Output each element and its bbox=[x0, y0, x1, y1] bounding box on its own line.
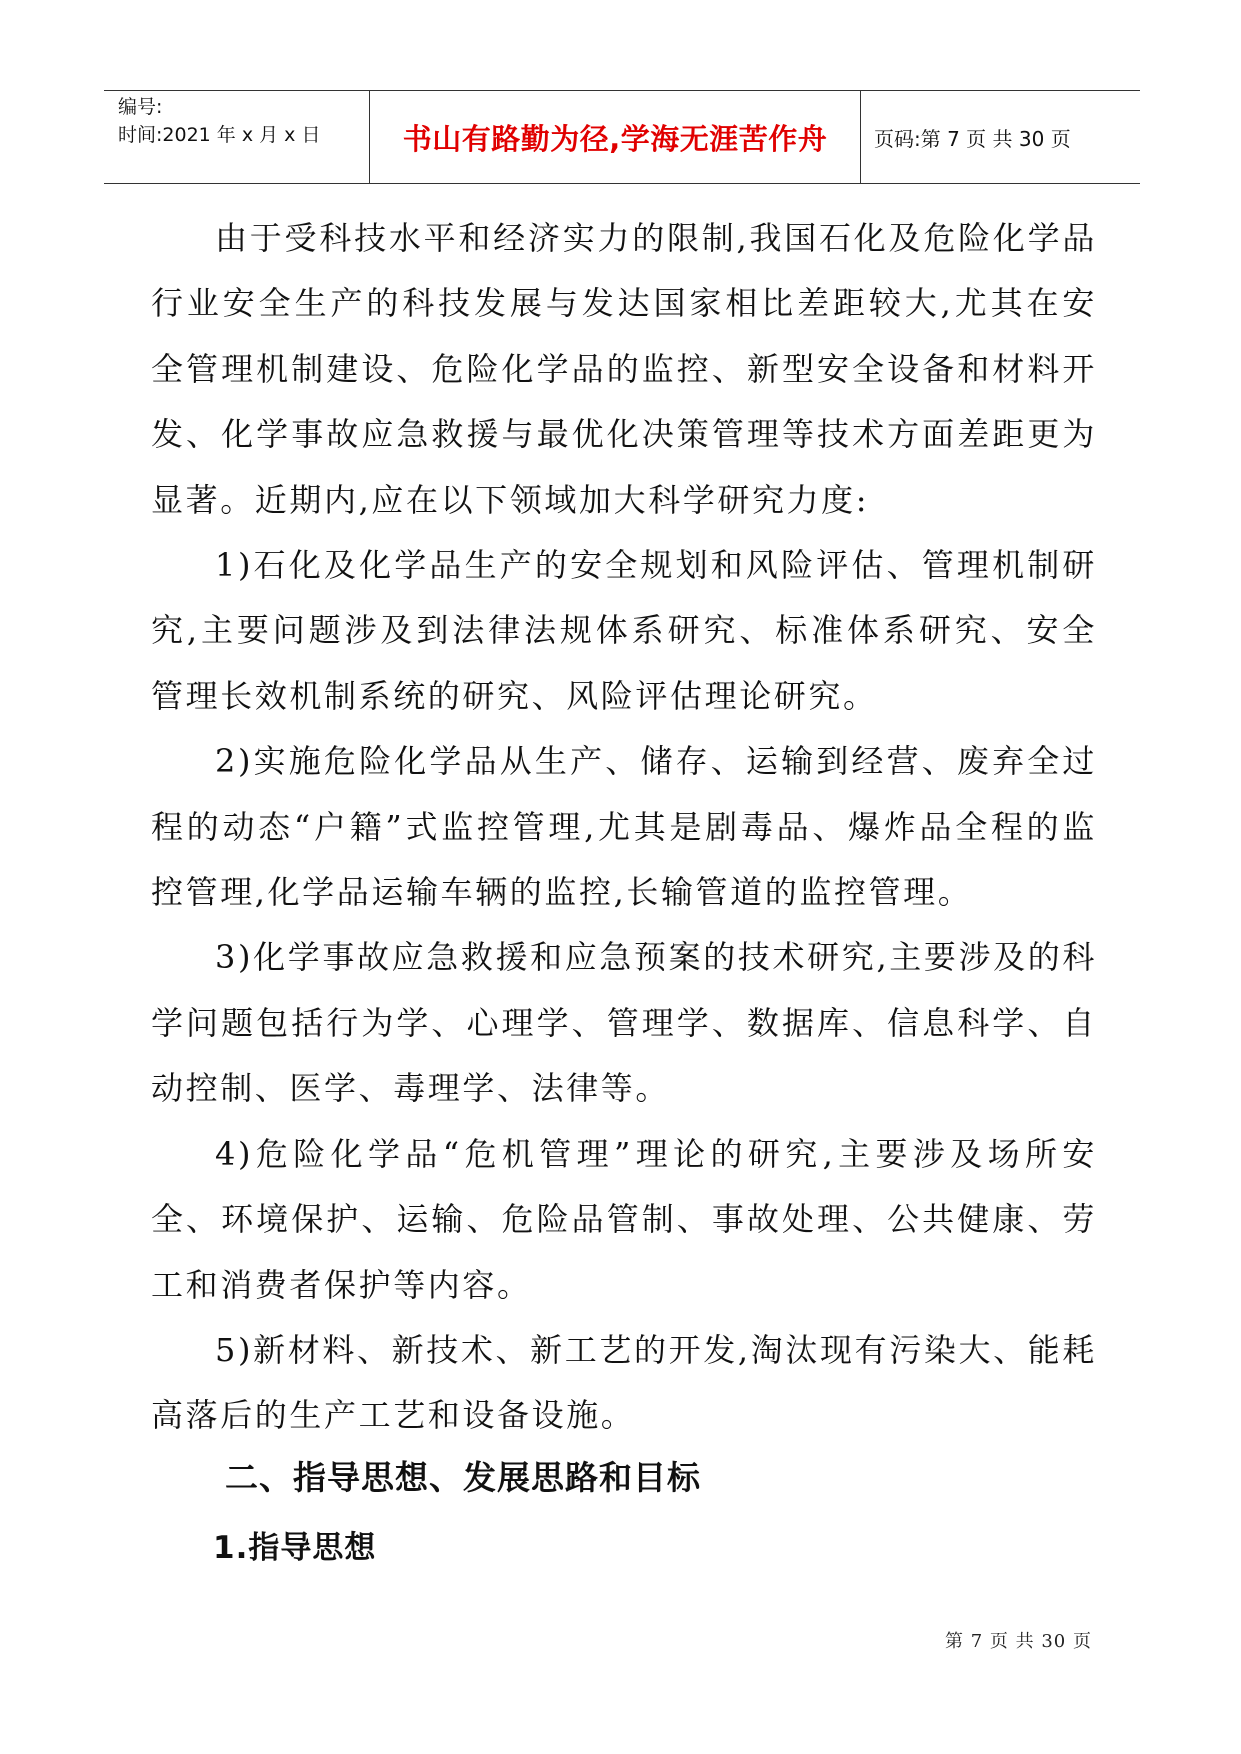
page-header bbox=[104, 90, 1140, 184]
document-number-label: 编号: bbox=[118, 96, 163, 118]
section-heading: 二、指导思想、发展思路和目标 bbox=[225, 1458, 701, 1497]
body-paragraph-item-5: 5)新材料、新技术、新工艺的开发,淘汰现有污染大、能耗高落后的生产工艺和设备设施。 bbox=[151, 1330, 1097, 1435]
body-paragraph-intro: 由于受科技水平和经济实力的限制,我国石化及危险化学品行业安全生产的科技发展与发达国家相比差距较大,尤其在安全管理机制建设、危险化学品的监控、新型安全设备和材料开发、化学事故应急救援与最优化决策管理等技术方面差距更为显著。近期内,应在以下领域加大科学研究力度: bbox=[151, 219, 1097, 519]
header-left-cell bbox=[118, 93, 368, 149]
document-body bbox=[151, 206, 1097, 1449]
body-paragraph-item-2: 2)实施危险化学品从生产、储存、运输到经营、废弃全过程的动态“户籍”式监控管理,尤其是剧毒品、爆炸品全程的监控管理,化学品运输车辆的监控,长输管道的监控管理。 bbox=[151, 742, 1097, 912]
subsection-heading: 1.指导思想 bbox=[213, 1530, 377, 1566]
body-paragraph-item-1: 1)石化及化学品生产的安全规划和风险评估、管理机制研究,主要问题涉及到法律法规体系研究、标准体系研究、安全管理长效机制系统的研究、风险评估理论研究。 bbox=[151, 546, 1097, 715]
header-motto: 书山有路勤为径,学海无涯苦作舟 bbox=[402, 121, 828, 156]
header-page-info: 页码:第 7 页 共 30 页 bbox=[874, 126, 1071, 151]
body-paragraph-item-3: 3)化学事故应急救援和应急预案的技术研究,主要涉及的科学问题包括行为学、心理学、管理学、数据库、信息科学、自动控制、医学、毒理学、法律等。 bbox=[151, 938, 1097, 1108]
header-divider-right bbox=[860, 91, 861, 183]
document-time-label: 时间:2021 年 x 月 x 日 bbox=[118, 124, 321, 146]
body-paragraph-item-4: 4)危险化学品“危机管理”理论的研究,主要涉及场所安全、环境保护、运输、危险品管制、事故处理、公共健康、劳工和消费者保护等内容。 bbox=[151, 1134, 1097, 1304]
page-footer: 第 7 页 共 30 页 bbox=[945, 1631, 1092, 1652]
